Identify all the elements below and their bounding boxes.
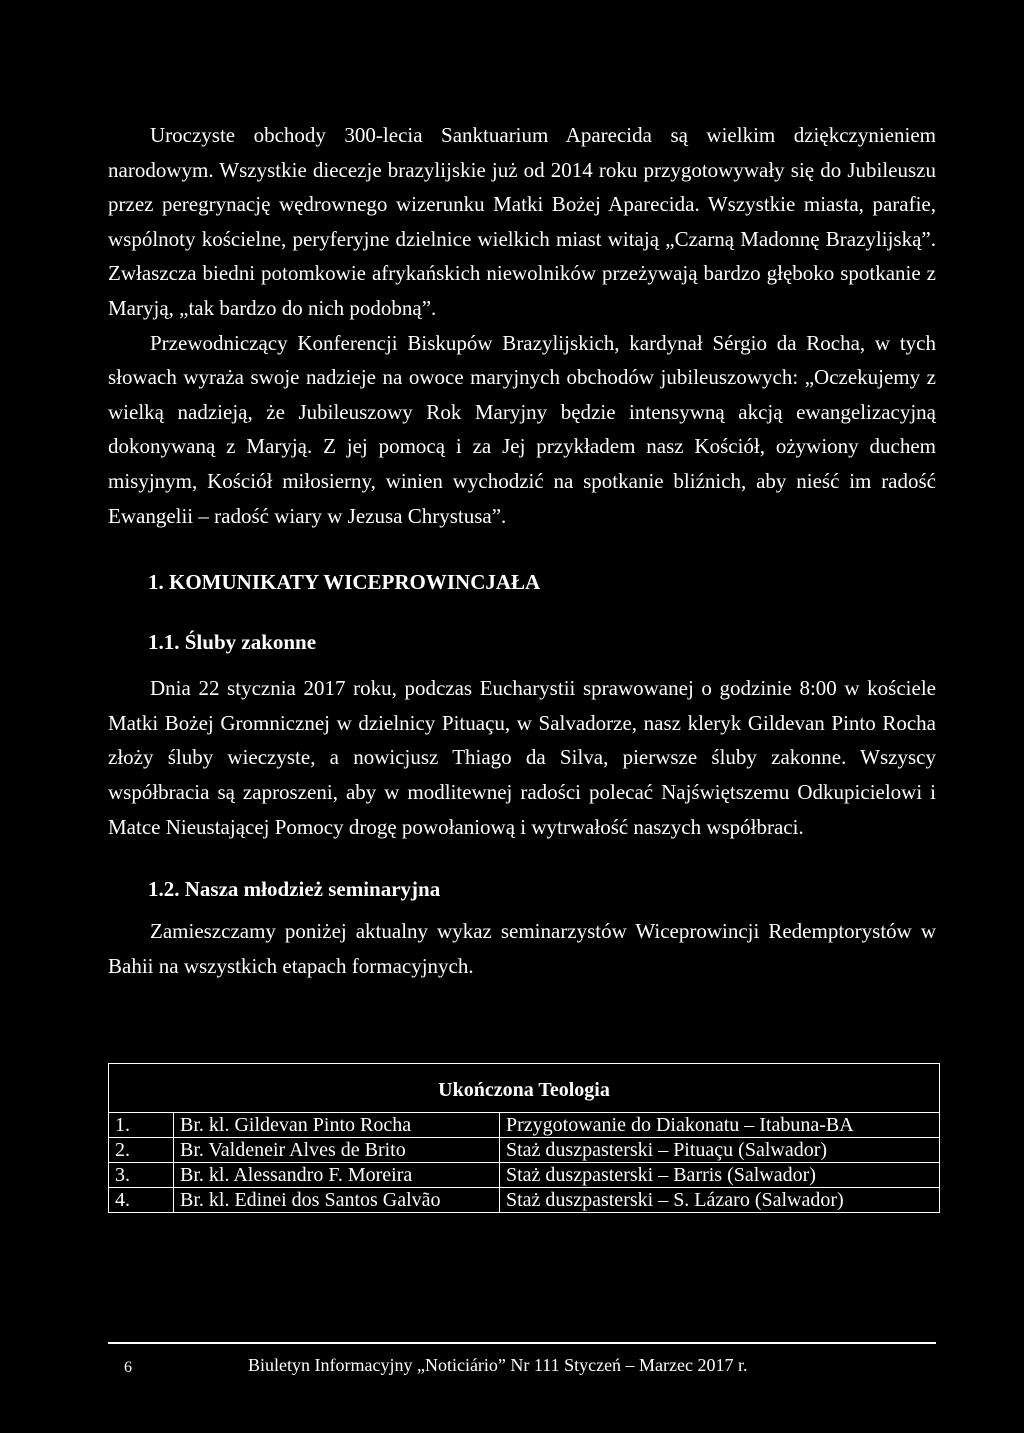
seminarian-status: Staż duszpasterski – Barris (Salwador) bbox=[500, 1163, 940, 1188]
footer-divider bbox=[108, 1342, 936, 1344]
section-heading-announcements: 1. KOMUNIKATY WICEPROWINCJAŁA bbox=[148, 570, 541, 595]
paragraph-jubilee-intro: Uroczyste obchody 300-lecia Sanktuarium Aparecida są wielkim dziękczynieniem narodowym. Wszystkie diecezje brazylijskie już od 2014 roku przygotowywały się do Jubileuszu przez peregrynację wędrownego wizerunku Matki Bożej Aparecida. Wszystkie miasta, parafie, wspólnoty kościelne, peryferyjne dzielnice wielkich miast witają „Czarną Madonnę Brazylijską”. Zwłaszcza biedni potomkowie afrykańskich niewolników przeżywają bardzo głęboko spotkanie z Maryją, „tak bardzo do nich podobną”. bbox=[108, 123, 936, 320]
row-number: 3. bbox=[109, 1163, 174, 1188]
table-row bbox=[109, 1113, 940, 1138]
table-row bbox=[109, 1138, 940, 1163]
footer-publication-info: Biuletyn Informacyjny „Noticiário” Nr 111 Styczeń – Marzec 2017 r. bbox=[248, 1355, 748, 1375]
seminarian-name: Br. kl. Edinei dos Santos Galvão bbox=[174, 1188, 500, 1213]
document-body bbox=[108, 118, 936, 983]
paragraph-cardinal-quote: Przewodniczący Konferencji Biskupów Brazylijskich, kardynał Sérgio da Rocha, w tych słowach wyraża swoje nadzieje na owoce maryjnych obchodów jubileuszowych: „Oczekujemy z wielką nadzieją, że Jubileuszowy Rok Maryjny będzie intensywną akcją ewangelizacyjną dokonywaną z Maryją. Z jej pomocą i za Jej przykładem nasz Kościół, ożywiony duchem misyjnym, Kościół miłosierny, winien wychodzić na spotkanie bliźnich, aby nieść im radość Ewangelii – radość wiary w Jezusa Chrystusa”. bbox=[108, 330, 936, 528]
page-number: 6 bbox=[124, 1359, 132, 1376]
table-row bbox=[109, 1163, 940, 1188]
seminarian-status: Przygotowanie do Diakonatu – Itabuna-BA bbox=[500, 1113, 940, 1138]
seminarians-table bbox=[108, 1063, 940, 1213]
paragraph-vows: Dnia 22 stycznia 2017 roku, podczas Eucharystii sprawowanej o godzinie 8:00 w kościele Matki Bożej Gromnicznej w dzielnicy Pituaçu, w Salvadorze, nasz kleryk Gildevan Pinto Rocha złoży śluby wieczyste, a nowicjusz Thiago da Silva, pierwsze śluby zakonne. Wszyscy współbracia są zaproszeni, aby w modlitewnej radości polecać Najświętszemu Odkupicielowi i Matce Nieustającej Pomocy drogę powołaniową i wytrwałość naszych współbraci. bbox=[108, 676, 936, 839]
seminarian-name: Br. kl. Gildevan Pinto Rocha bbox=[174, 1113, 500, 1138]
subsection-heading-seminary-youth: 1.2. Nasza młodzież seminaryjna bbox=[148, 877, 441, 902]
subsection-heading-vows: 1.1. Śluby zakonne bbox=[148, 630, 317, 655]
row-number: 1. bbox=[109, 1113, 174, 1138]
seminarian-name: Br. Valdeneir Alves de Brito bbox=[174, 1138, 500, 1163]
row-number: 4. bbox=[109, 1188, 174, 1213]
row-number: 2. bbox=[109, 1138, 174, 1163]
paragraph-seminarians-intro: Zamieszczamy poniżej aktualny wykaz seminarzystów Wiceprowincji Redemptorystów w Bahii na wszystkich etapach formacyjnych. bbox=[108, 919, 936, 978]
table-row bbox=[109, 1188, 940, 1213]
seminarian-status: Staż duszpasterski – Pituaçu (Salwador) bbox=[500, 1138, 940, 1163]
seminarian-name: Br. kl. Alessandro F. Moreira bbox=[174, 1163, 500, 1188]
table-header: Ukończona Teologia bbox=[109, 1064, 940, 1113]
seminarian-status: Staż duszpasterski – S. Lázaro (Salwador) bbox=[500, 1188, 940, 1213]
